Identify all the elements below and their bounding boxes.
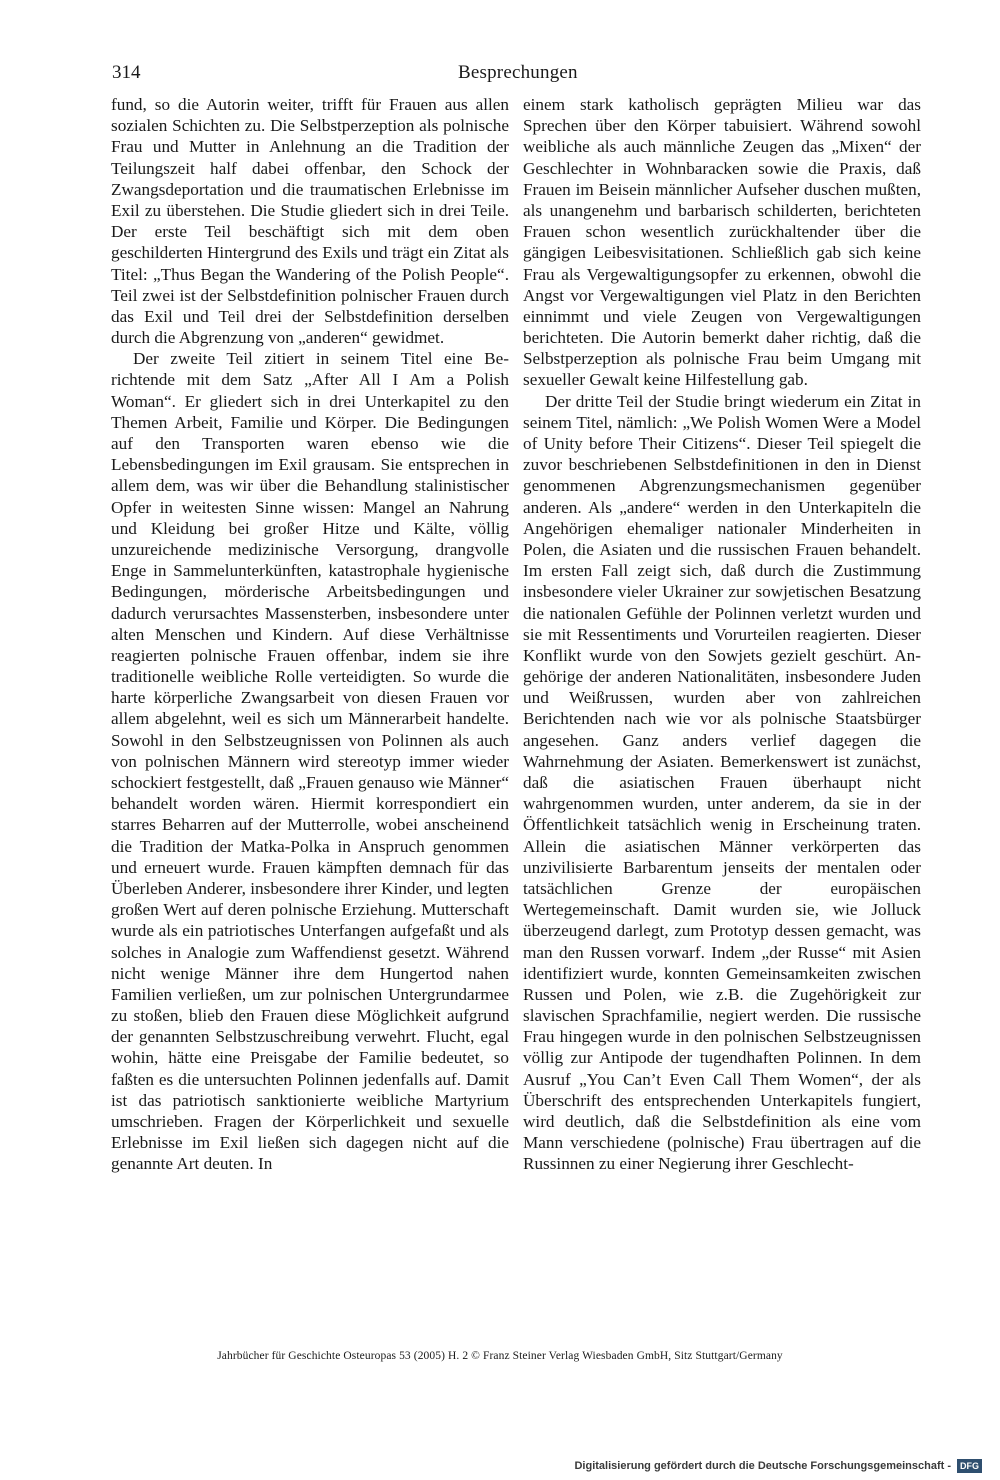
left-column — [111, 94, 509, 1314]
digitization-note: Digitalisierung gefördert durch die Deutsche Forschungsgemeinschaft - — [574, 1460, 951, 1472]
digitization-bar — [574, 1459, 982, 1473]
right-paragraph-2: Der dritte Teil der Studie bringt wiederum ein Zitat in seinem Titel, nämlich: „We Polish Women Were a Model of Unity before Their Citizens“. Dieser Teil spiegelt die zuvor beschriebenen Selbstdefinitionen in den in Dienst genommenen Abgrenzungsmechanismen gegenüber anderen. Als „andere“ werden in den Unterkapiteln die Angehörigen ehemaliger nationaler Minderheiten in Polen, die Asiaten und die russischen Frauen behandelt. Im ersten Fall zeigt sich, daß durch die Zustimmung insbesondere vieler Ukrainer zur sowjetischen Besatzung die nationalen Gefühle der Polinnen verletzt wurden und sie mit Ressentiments und Vorurteilen reagierten. Dieser Konflikt wurde von den Sowjets gezielt geschürt. Angehörige der anderen Nationalitäten, insbesondere Juden und Weißrussen, wurden aber von zahlreichen Berichtenden nach wie vor als polnische Staatsbürger angesehen. Ganz anders verlief dagegen die Wahrnehmung der Asiaten. Bemerkenswert ist zunächst, daß die asiatischen Frauen überhaupt nicht wahrgenommen wurden, unter anderem, da sie in der Öffentlichkeit tatsächlich wenig in Erscheinung traten. Allein die asiatischen Männer verkörperten das unzivilisierte Barbarentum jenseits der mentalen oder tatsächlichen Grenze der europäischen Wertegemeinschaft. Damit wurden sie, wie Jolluck überzeugend darlegt, zum Prototyp dessen gemacht, was man den Russen vorwarf. Indem „der Russe“ mit Asien identifiziert wurde, konnten Gemeinsamkeiten zwischen Russen und Polen, wie z.B. die Zugehörigkeit zur slavischen Sprachfamilie, negiert werden. Die russische Frau hingegen wurde in den polnischen Selbstzeugnissen völlig zur Antipode der tugendhaften Polinnen. In dem Ausruf „You Can’t Even Call Them Women“, der als Überschrift des entsprechenden Unterkapitels fungiert, wird deutlich, daß die Selbstdefinition als eine vom Mann verschiedene (polnische) Frau übertragen auf die Russinnen zu einer Negierung ihrer Geschlecht- — [523, 391, 921, 1174]
page-number: 314 — [112, 62, 141, 83]
running-head: Besprechungen — [458, 62, 578, 83]
right-paragraph-1: einem stark katholisch geprägten Milieu war das Sprechen über den Körper tabuisiert. Während sowohl weibliche als auch männliche Zeugen das „Mixen“ der Geschlechter in Wohnbaracken sowie die Praxis, daß Frauen im Beisein männlicher Aufseher duschen mußten, als unangenehm und barbarisch schilderten, berichteten Frauen schon wesentlich zurückhaltender über die gängigen Leibesvisitationen. Schließlich gab sich keine Frau als Vergewaltigungsopfer zu erkennen, obwohl die Angst vor Vergewaltigungen viel Platz in den Berichten einnimmt und viele Zeugen von Vergewaltigungen berichteten. Die Autorin bemerkt daher richtig, daß die Selbstperzeption als polnische Frau beim Umgang mit sexueller Gewalt keine Hilfestellung gab. — [523, 95, 921, 390]
dfg-logo-icon: DFG — [957, 1459, 982, 1473]
footer-citation: Jahrbücher für Geschichte Osteuropas 53 (2005) H. 2 © Franz Steiner Verlag Wiesbaden GmbH, Sitz Stuttgart/Germany — [217, 1350, 783, 1362]
right-column — [523, 94, 921, 1314]
left-paragraph-2: Der zweite Teil zitiert in seinem Titel eine Berichtende mit dem Satz „After All I Am a Polish Woman“. Er gliedert sich in drei Unterkapitel zu den Themen Arbeit, Familie und Körper. Die Bedingungen auf den Transporten waren ebenso wie die Lebensbedingungen im Exil grausam. Sie entsprechen in allem dem, was wir über die Behandlung stalinistischer Opfer in weitesten Sinne wissen: Mangel an Nahrung und Kleidung bei großer Hitze und Kälte, völlig unzureichende medizinische Versorgung, drangvolle Enge in Sammelunterkünften, katastrophale hygienische Bedingungen, mörderische Arbeitsbedingungen und dadurch verursachtes Massensterben, insbesondere unter alten Menschen und Kindern. Auf diese Verhältnisse reagierten polnische Frauen offenbar, indem sie ihre traditionelle weibliche Rolle verteidigten. So wurde die harte körperliche Zwangsarbeit von diesen Frauen vor allem abgelehnt, weil es sich um Männerarbeit handelte. Sowohl in den Selbstzeugnissen von Polinnen als auch von polnischen Männern wird stereotyp immer wieder schockiert festgestellt, daß „Frauen genauso wie Männer“ behandelt worden wären. Hiermit korrespondiert ein starres Beharren auf der Mutterrolle, wobei anscheinend die Tradition der Matka-Polka in Anspruch genommen und erneuert wurde. Frauen kämpften demnach für das Überleben Anderer, insbesondere ihrer Kinder, und legten großen Wert auf deren polnische Erziehung. Mutterschaft wurde als ein patriotisches Unterfangen aufgefaßt und als solches in Analogie zum Waffendienst gesetzt. Während nicht wenige Männer ihre dem Hungertod nahen Familien verließen, um zur polnischen Untergrundarmee zu stoßen, blieb den Frauen diese Möglichkeit aufgrund der genannten Selbstzuschreibung verwehrt. Flucht, egal wohin, hätte eine Preisgabe der Familie bedeutet, so faßten es die untersuchten Polinnen jedenfalls auf. Damit ist das patriotisch sanktionierte weibliche Martyrium umschrieben. Fragen der Körperlichkeit und sexuelle Erlebnisse im Exil ließen sich dagegen nicht auf die genannte Art deuten. In — [111, 349, 509, 1174]
left-paragraph-1: fund, so die Autorin weiter, trifft für Frauen aus allen sozialen Schichten zu. Die Selbstperzeption als polnische Frau und Mutter in Anlehnung an die Tradition der Teilungszeit half dabei offenbar, den Schock der Zwangsdeportation und die traumatischen Erlebnisse im Exil zu überstehen. Die Studie gliedert sich in drei Teile. Der erste Teil beschäftigt sich mit dem oben geschilderten Hintergrund des Exils und trägt ein Zitat als Titel: „Thus Began the Wandering of the Polish People“. Teil zwei ist der Selbstdefinition polnischer Frauen durch das Exil und Teil drei der Selbstdefinition derselben durch die Abgrenzung von „anderen“ gewidmet. — [111, 95, 509, 348]
